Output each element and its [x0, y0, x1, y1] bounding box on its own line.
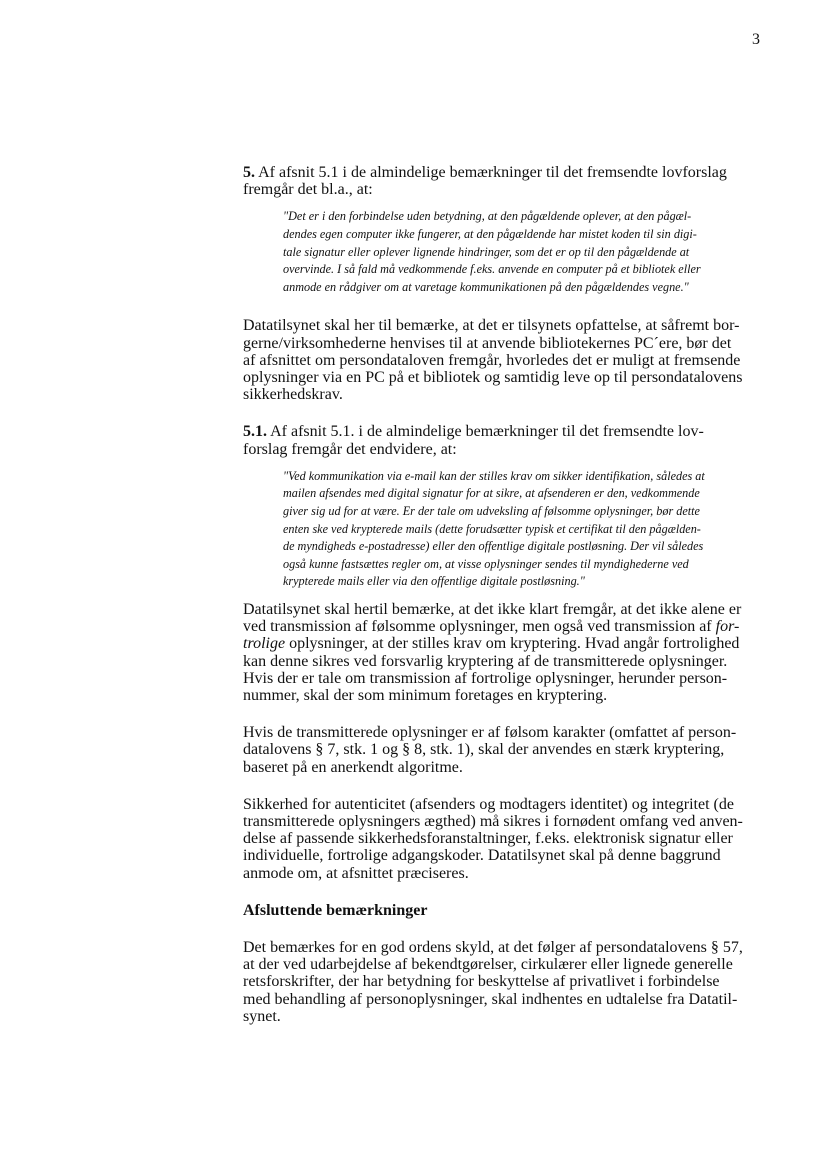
paragraph-line: med behandling af personoplysninger, skal indhentes en udtalelse fra Datatil- — [243, 990, 738, 1008]
paragraph-line: synet. — [243, 1007, 281, 1025]
quote-2-line: de myndigheds e-postadresse) eller den offentlige digitale postløsning. Der vil således — [283, 539, 704, 554]
paragraph-1 — [243, 317, 768, 403]
paragraph-2 — [243, 601, 768, 704]
paragraph-line: Hvis de transmitterede oplysninger er af følsom karakter (omfattet af person- — [243, 724, 737, 742]
paragraph-line: Datatilsynet skal hertil bemærke, at det ikke klart fremgår, at det ikke alene er — [243, 600, 742, 618]
section-5-1-number: 5.1. — [243, 423, 267, 441]
quote-2-line: enten ske ved krypterede mails (dette forudsætter typisk et certifikat til den pågælden- — [283, 521, 701, 536]
paragraph-line: Sikkerhed for autenticitet (afsenders og modtagers identitet) og integritet (de — [243, 795, 734, 813]
paragraph-4 — [243, 796, 768, 882]
paragraph-line: trolige oplysninger, at der stilles krav om kryptering. Hvad angår fortrolighed — [243, 635, 740, 653]
paragraph-line: transmitterede oplysningers ægthed) må sikres i fornødent omfang ved anven- — [243, 812, 743, 830]
quote-2-line: også kunne fastsættes regler om, at visse oplysninger sendes til myndighederne ved — [283, 556, 689, 571]
section-heading: Afsluttende bemærkninger — [243, 901, 428, 919]
paragraph-line: oplysninger via en PC på et bibliotek og samtidig leve op til persondatalovens — [243, 368, 743, 386]
section-5-line: 5. Af afsnit 5.1 i de almindelige bemærkninger til det fremsendte lovforslag — [243, 164, 727, 181]
paragraph-line: af afsnittet om persondataloven fremgår, hvorledes det er muligt at fremsende — [243, 351, 741, 369]
paragraph-line: datalovens § 7, stk. 1 og § 8, stk. 1), skal der anvendes en stærk kryptering, — [243, 741, 725, 759]
paragraph-line: baseret på en anerkendt algoritme. — [243, 758, 463, 776]
quote-2-line: krypterede mails eller via den offentlige digitale postløsning." — [283, 574, 585, 589]
quote-2-line: giver sig ud for at være. Er der tale om udveksling af følsomme oplysninger, bør dette — [283, 503, 700, 518]
page-number: 3 — [752, 31, 760, 48]
section-5-1-line: 5.1. Af afsnit 5.1. i de almindelige bemærkninger til det fremsendte lov- — [243, 423, 704, 441]
quote-2-line: "Ved kommunikation via e-mail kan der stilles krav om sikker identifikation, således at — [283, 468, 705, 483]
paragraph-line: retsforskrifter, der har betydning for beskyttelse af privatlivet i forbindelse — [243, 973, 720, 991]
quote-1-line: "Det er i den forbindelse uden betydning, at den pågældende oplever, at den pågæl- — [283, 209, 692, 224]
quote-2 — [283, 468, 768, 591]
quote-1-line: anmode en rådgiver om at varetage kommunikationen på den pågældendes vegne." — [283, 279, 689, 294]
paragraph-line: gerne/virksomhederne henvises til at anvende bibliotekernes PC´ere, bør det — [243, 334, 732, 352]
paragraph-3 — [243, 724, 768, 776]
paragraph-5 — [243, 939, 768, 1025]
paragraph-line: sikkerhedskrav. — [243, 386, 343, 404]
paragraph-line: individuelle, fortrolige adgangskoder. Datatilsynet skal på denne baggrund — [243, 847, 721, 865]
document-body — [243, 164, 768, 1025]
section-5-line: fremgår det bl.a., at: — [243, 181, 373, 199]
section-5-1-paragraph — [243, 423, 768, 457]
quote-1-line: tale signatur eller oplever lignende hindringer, som det er op til den pågældende at — [283, 244, 690, 259]
paragraph-line: kan denne sikres ved forsvarlig kryptering af de transmitterede oplysninger. — [243, 652, 728, 670]
section-5-paragraph — [243, 164, 768, 198]
quote-1-line: dendes egen computer ikke fungerer, at den pågældende har mistet koden til sin digi- — [283, 227, 697, 241]
paragraph-line: nummer, skal der som minimum foretages en kryptering. — [243, 686, 608, 704]
quote-2-line: mailen afsendes med digital signatur for at sikre, at afsenderen er den, vedkommende — [283, 486, 700, 501]
paragraph-line: at der ved udarbejdelse af bekendtgørelser, cirkulærer eller lignede generelle — [243, 956, 733, 974]
emphasis-fortrolige-part2: trolige — [243, 635, 286, 653]
paragraph-line: anmode om, at afsnittet præciseres. — [243, 864, 469, 882]
quote-1-line: overvinde. I så fald må vedkommende f.eks. anvende en computer på et bibliotek eller — [283, 262, 701, 277]
paragraph-line: delse af passende sikkerhedsforanstaltninger, f.eks. elektronisk signatur eller — [243, 830, 733, 848]
section-5-1-line: forslag fremgår det endvidere, at: — [243, 440, 457, 458]
section-5-number: 5. — [243, 164, 255, 181]
emphasis-fortrolige-part1: for- — [715, 618, 740, 636]
paragraph-line: Hvis der er tale om transmission af fortrolige oplysninger, herunder person- — [243, 669, 728, 687]
quote-1 — [283, 208, 768, 296]
paragraph-line: ved transmission af følsomme oplysninger, men også ved transmission af for- — [243, 618, 740, 636]
paragraph-line: Datatilsynet skal her til bemærke, at det er tilsynets opfattelse, at såfremt bor- — [243, 317, 740, 335]
paragraph-line: Det bemærkes for en god ordens skyld, at det følger af persondatalovens § 57, — [243, 939, 743, 956]
